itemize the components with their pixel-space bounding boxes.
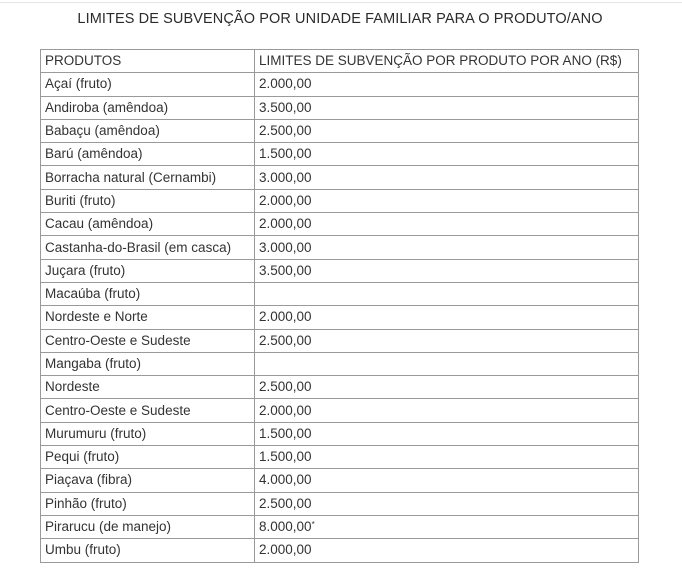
table-row — [41, 515, 639, 538]
limit-cell — [255, 73, 639, 96]
table-row — [41, 492, 639, 515]
limit-value: 2.500,00 — [259, 495, 312, 511]
table-row — [41, 469, 639, 492]
table-row — [41, 236, 639, 259]
table-row — [41, 352, 639, 375]
product-cell: Mangaba (fruto) — [41, 352, 255, 375]
table-row — [41, 399, 639, 422]
product-cell: Umbu (fruto) — [41, 539, 255, 562]
footnote-marker: * — [311, 520, 315, 530]
limit-cell — [255, 376, 639, 399]
product-cell: Castanha-do-Brasil (em casca) — [41, 236, 255, 259]
limit-cell — [255, 166, 639, 189]
product-cell: Centro-Oeste e Sudeste — [41, 399, 255, 422]
product-cell: Pequi (fruto) — [41, 446, 255, 469]
table-header-row — [41, 50, 639, 73]
limit-value: 2.500,00 — [259, 379, 312, 395]
limit-cell — [255, 469, 639, 492]
product-cell: Centro-Oeste e Sudeste — [41, 329, 255, 352]
product-cell: Andiroba (amêndoa) — [41, 96, 255, 119]
limit-cell — [255, 213, 639, 236]
limit-value: 1.500,00 — [259, 146, 312, 162]
product-cell: Murumuru (fruto) — [41, 422, 255, 445]
product-cell: Açaí (fruto) — [41, 73, 255, 96]
limit-value: 3.000,00 — [259, 169, 312, 185]
limit-value: 2.000,00 — [259, 309, 312, 325]
product-cell: Macaúba (fruto) — [41, 282, 255, 305]
table-row — [41, 73, 639, 96]
limit-cell — [255, 96, 639, 119]
product-cell: Buriti (fruto) — [41, 189, 255, 212]
table-row — [41, 306, 639, 329]
limit-cell — [255, 236, 639, 259]
table-row — [41, 282, 639, 305]
table-row — [41, 143, 639, 166]
table-row — [41, 422, 639, 445]
product-cell: Pinhão (fruto) — [41, 492, 255, 515]
table-row — [41, 329, 639, 352]
limit-cell — [255, 422, 639, 445]
limit-value: 1.500,00 — [259, 449, 312, 465]
product-cell: Piaçava (fibra) — [41, 469, 255, 492]
product-cell: Nordeste e Norte — [41, 306, 255, 329]
limit-cell — [255, 492, 639, 515]
product-cell: Juçara (fruto) — [41, 259, 255, 282]
product-cell: Cacau (amêndoa) — [41, 213, 255, 236]
top-divider — [0, 2, 682, 3]
table-row — [41, 166, 639, 189]
limit-value: 2.000,00 — [259, 192, 312, 208]
table-row — [41, 376, 639, 399]
limit-value: 2.000,00 — [259, 402, 312, 418]
limit-value: 2.000,00 — [259, 76, 312, 92]
product-cell: Pirarucu (de manejo) — [41, 515, 255, 538]
limit-value: 3.500,00 — [259, 262, 312, 278]
limit-value: 8.000,00 — [259, 519, 312, 535]
product-cell: Nordeste — [41, 376, 255, 399]
column-header-limits: LIMITES DE SUBVENÇÃO POR PRODUTO POR ANO (R$) — [255, 50, 639, 73]
table-row — [41, 213, 639, 236]
limit-cell — [255, 515, 639, 538]
limit-cell — [255, 539, 639, 562]
limit-cell — [255, 189, 639, 212]
table-body — [41, 50, 639, 563]
column-header-products: PRODUTOS — [41, 50, 255, 73]
product-cell: Babaçu (amêndoa) — [41, 119, 255, 142]
page-title: LIMITES DE SUBVENÇÃO POR UNIDADE FAMILIAR PARA O PRODUTO/ANO — [77, 11, 603, 27]
table-row — [41, 446, 639, 469]
limit-cell — [255, 119, 639, 142]
table-row — [41, 189, 639, 212]
limit-cell — [255, 352, 639, 375]
table-row — [41, 539, 639, 562]
limit-cell — [255, 399, 639, 422]
limit-cell — [255, 282, 639, 305]
limit-cell — [255, 446, 639, 469]
limit-value: 4.000,00 — [259, 472, 312, 488]
limit-cell — [255, 259, 639, 282]
limit-cell — [255, 329, 639, 352]
limit-value: 1.500,00 — [259, 425, 312, 441]
limit-value: 3.000,00 — [259, 239, 312, 255]
limit-value: 3.500,00 — [259, 99, 312, 115]
subsidy-limits-table — [40, 49, 639, 563]
table-row — [41, 119, 639, 142]
limit-value: 2.500,00 — [259, 123, 312, 139]
limit-value: 2.000,00 — [259, 216, 312, 232]
product-cell: Barú (amêndoa) — [41, 143, 255, 166]
limit-value: 2.500,00 — [259, 332, 312, 348]
table-row — [41, 96, 639, 119]
limit-cell — [255, 143, 639, 166]
product-cell: Borracha natural (Cernambi) — [41, 166, 255, 189]
subsidy-limits-table-container — [40, 49, 638, 563]
limit-value: 2.000,00 — [259, 542, 312, 558]
table-row — [41, 259, 639, 282]
limit-cell — [255, 306, 639, 329]
